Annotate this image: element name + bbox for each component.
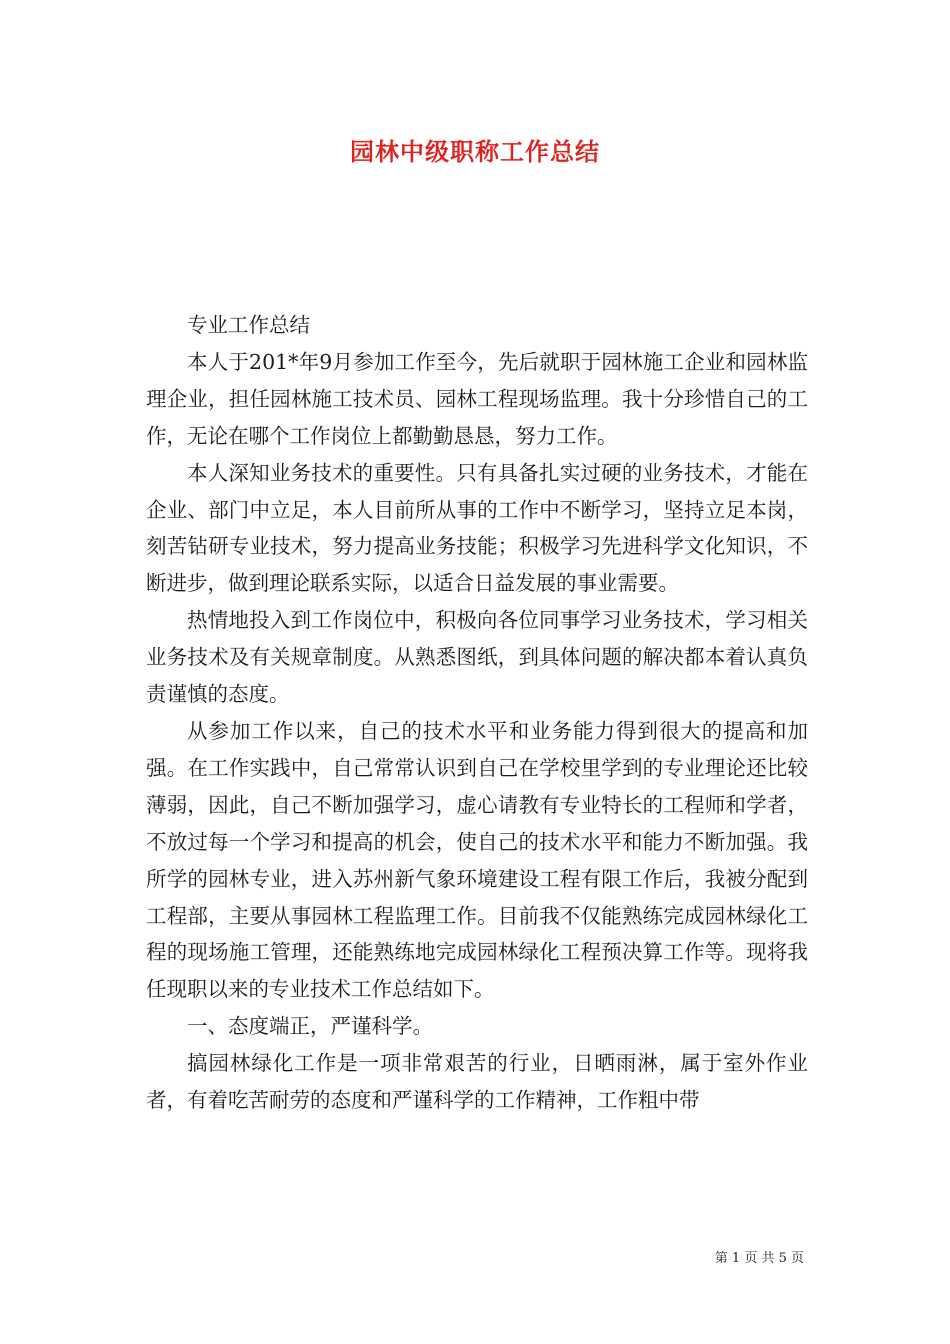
body-paragraph: 从参加工作以来，自己的技术水平和业务能力得到很大的提高和加强。在工作实践中，自己常常认识到自己在学校里学到的专业理论还比较薄弱，因此，自己不断加强学习，虚心请教有专业特长的工程师和学者，不放过每一个学习和提高的机会，使自己的技术水平和能力不断加强。我所学的园林专业，进入苏州新气象环境建设工程有限工作后，我被分配到工程部，主要从事园林工程监理工作。目前我不仅能熟练完成园林绿化工程的现场施工管理，还能熟练地完成园林绿化工程预决算工作等。现将我任现职以来的专业技术工作总结如下。 [146, 718, 808, 1002]
page-number: 第 1 页 共 5 页 [714, 1251, 804, 1266]
body-paragraph: 本人深知业务技术的重要性。只有具备扎实过硬的业务技术，才能在企业、部门中立足，本人目前所从事的工作中不断学习，坚持立足本岗，刻苦钻研专业技术，努力提高业务技能；积极学习先进科学文化知识，不断进步，做到理论联系实际，以适合日益发展的事业需要。 [146, 460, 808, 596]
body-paragraph: 热情地投入到工作岗位中，积极向各位同事学习业务技术，学习相关业务技术及有关规章制度。从熟悉图纸，到具体问题的解决都本着认真负责谨慎的态度。 [146, 608, 808, 707]
section-heading: 专业工作总结 [187, 313, 310, 337]
document-title: 园林中级职称工作总结 [350, 138, 600, 166]
body-paragraph: 本人于201*年9月参加工作至今，先后就职于园林施工企业和园林监理企业，担任园林施工技术员、园林工程现场监理。我十分珍惜自己的工作，无论在哪个工作岗位上都勤勤恳恳，努力工作。 [146, 349, 808, 448]
section-heading: 一、态度端正，严谨科学。 [187, 1014, 433, 1039]
body-paragraph: 搞园林绿化工作是一项非常艰苦的行业，日晒雨淋，属于室外作业者，有着吃苦耐劳的态度和严谨科学的工作精神，工作粗中带 [146, 1051, 808, 1113]
document-body [146, 307, 808, 1119]
